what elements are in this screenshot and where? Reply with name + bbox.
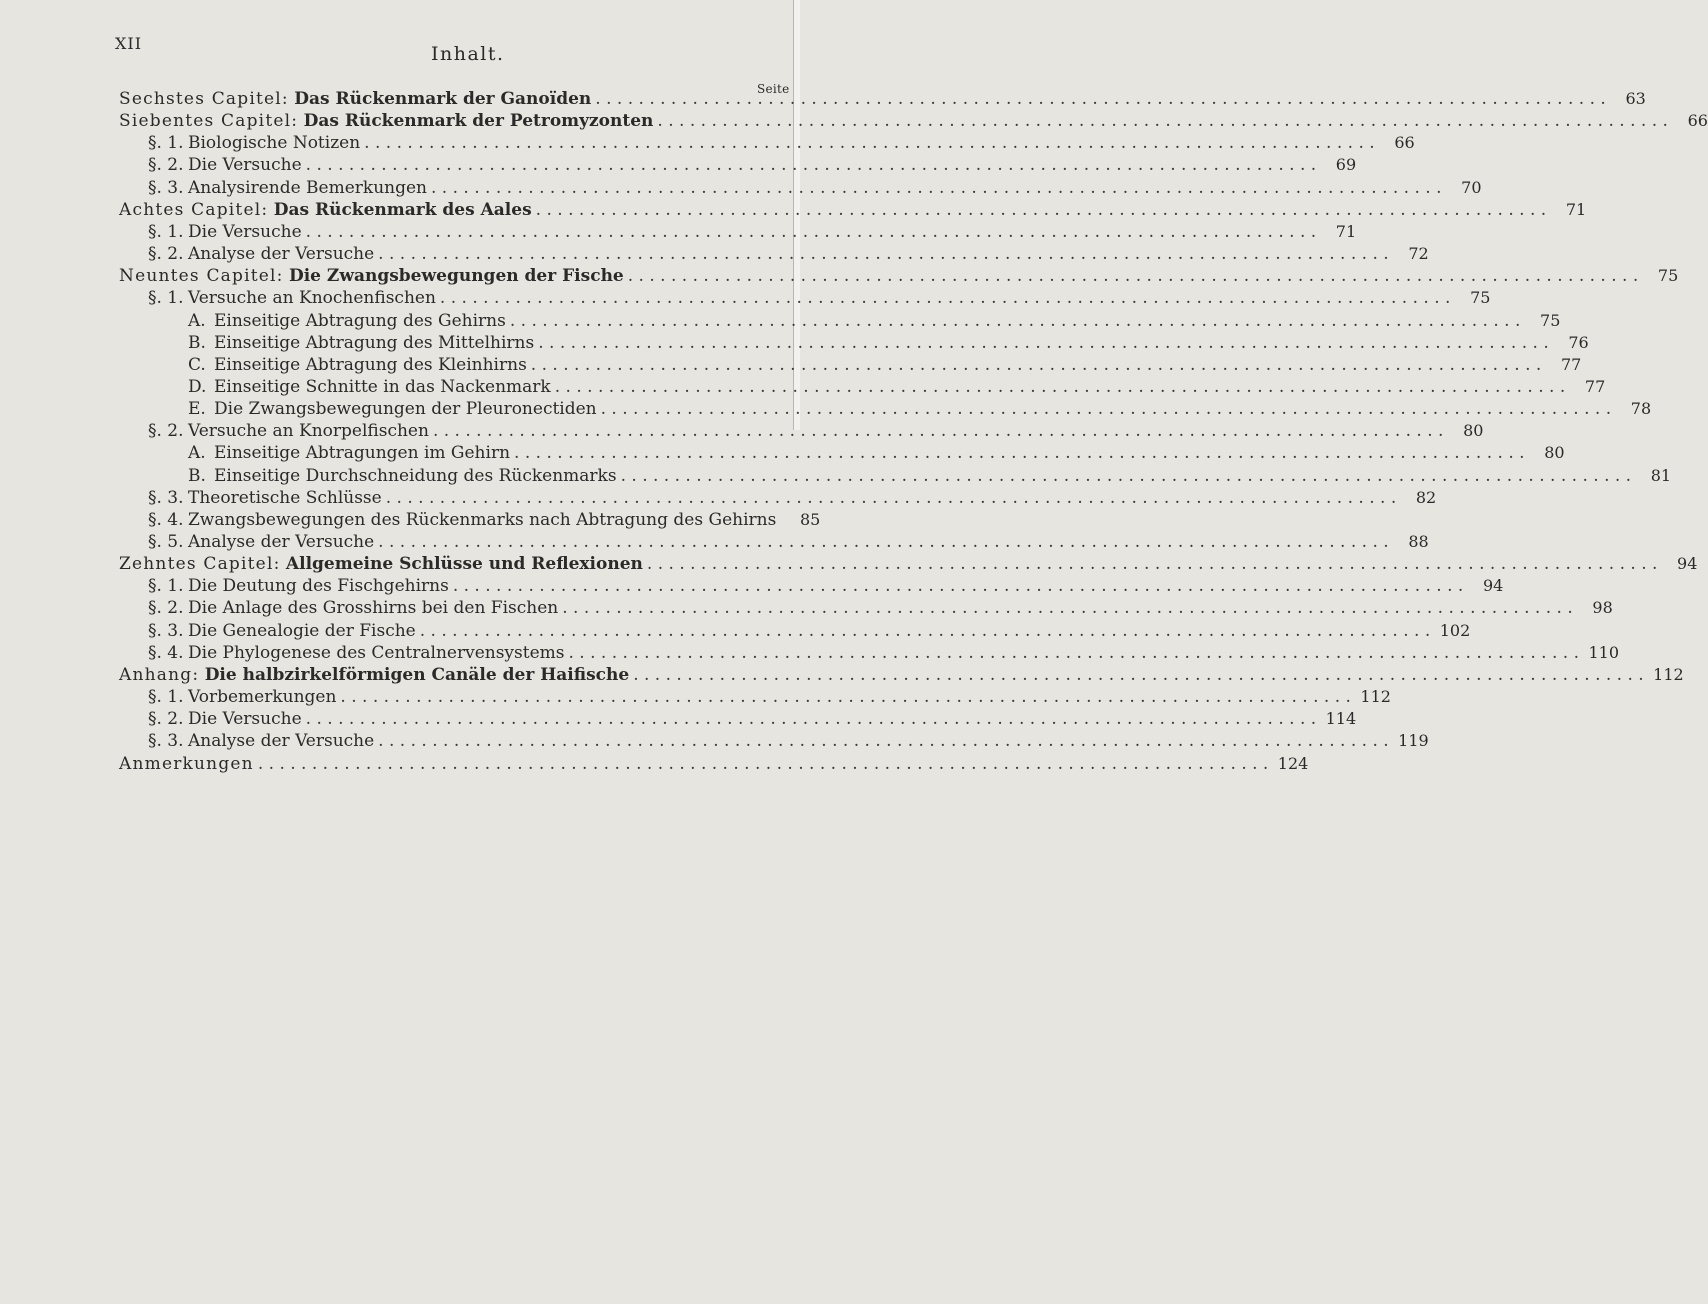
toc-entry-subsection xyxy=(188,355,1582,377)
subsection-title: Einseitige Abtragung des Gehirns xyxy=(214,311,506,331)
seite-column-label: Seite xyxy=(757,82,790,96)
page-reference: 82 xyxy=(1415,488,1437,507)
section-marker: §. 3. xyxy=(148,178,184,198)
page-reference: 75 xyxy=(1470,288,1491,307)
page-reference: 66 xyxy=(1687,111,1708,130)
chapter-title: Das Rückenmark des Aales xyxy=(273,200,532,220)
page-reference: 69 xyxy=(1335,155,1357,174)
dot-leader xyxy=(378,532,1389,552)
toc-entry-subsection xyxy=(188,333,1589,355)
dot-leader xyxy=(378,731,1389,751)
section-title: Analysirende Bemerkungen xyxy=(188,178,427,198)
toc-entry-section xyxy=(148,510,821,532)
dot-leader xyxy=(306,222,1317,242)
dot-leader xyxy=(306,155,1317,175)
chapter-title: Das Rückenmark der Ganoïden xyxy=(294,89,592,109)
page-reference: 78 xyxy=(1630,399,1652,418)
section-marker: §. 2. xyxy=(148,421,184,441)
chapter-ordinal: Sechstes Capitel: xyxy=(119,89,289,109)
page-reference: 77 xyxy=(1584,377,1606,396)
page-reference: 75 xyxy=(1540,311,1561,330)
section-marker: §. 4. xyxy=(148,643,184,663)
dot-leader xyxy=(621,466,1632,486)
page-reference: 77 xyxy=(1560,355,1582,374)
dot-leader xyxy=(258,754,1269,774)
page-reference: 66 xyxy=(1394,133,1415,152)
subsection-marker: B. xyxy=(188,466,206,486)
subsection-marker: A. xyxy=(188,311,206,331)
section-title: Die Versuche xyxy=(188,709,302,729)
dot-leader xyxy=(440,288,1451,308)
page-reference: 80 xyxy=(1463,421,1484,440)
page-reference: 98 xyxy=(1592,598,1613,617)
toc-entry-subsection xyxy=(188,377,1606,399)
page-reference: 76 xyxy=(1568,333,1589,352)
toc-entry-subsection xyxy=(188,311,1561,333)
subsection-marker: B. xyxy=(188,333,206,353)
section-marker: §. 2. xyxy=(148,244,184,264)
toc-entry-section xyxy=(148,598,1613,620)
toc-entry-subsection xyxy=(188,466,1672,488)
section-title: Vorbemerkungen xyxy=(188,687,337,707)
dot-leader xyxy=(657,111,1668,131)
page-reference: 114 xyxy=(1325,709,1357,728)
section-marker: §. 1. xyxy=(148,133,184,153)
dot-leader xyxy=(633,665,1644,685)
section-title: Die Anlage des Grosshirns bei den Fischen xyxy=(188,598,559,618)
page-number: XII xyxy=(115,34,143,53)
page-reference: 94 xyxy=(1677,554,1698,573)
subsection-title: Die Zwangsbewegungen der Pleuronectiden xyxy=(214,399,597,419)
chapter-ordinal: Siebentes Capitel: xyxy=(119,111,299,131)
toc-entry-section xyxy=(148,709,1357,731)
subsection-title: Einseitige Abtragung des Kleinhirns xyxy=(214,355,527,375)
section-title: Die Phylogenese des Centralnervensystems xyxy=(188,643,565,663)
dot-leader xyxy=(306,709,1317,729)
page-reference: 88 xyxy=(1408,532,1429,551)
section-marker: §. 3. xyxy=(148,731,184,751)
toc-entry-section xyxy=(148,488,1437,510)
dot-leader xyxy=(514,443,1525,463)
chapter-heading xyxy=(119,554,643,574)
page-reference: 63 xyxy=(1625,89,1646,108)
chapter-heading xyxy=(119,754,254,774)
chapter-heading xyxy=(119,89,591,109)
dot-leader xyxy=(562,598,1573,618)
toc-entry-section xyxy=(148,244,1429,266)
section-marker: §. 2. xyxy=(148,709,184,729)
toc-entry-section xyxy=(148,731,1429,753)
page-reference: 75 xyxy=(1657,266,1679,285)
section-title: Zwangsbewegungen des Rückenmarks nach Abtragung des Gehirns xyxy=(188,510,777,530)
section-title: Analyse der Versuche xyxy=(188,244,375,264)
dot-leader xyxy=(378,244,1389,264)
page-reference: 102 xyxy=(1439,621,1471,640)
chapter-heading xyxy=(119,200,532,220)
section-marker: §. 4. xyxy=(148,510,184,530)
subsection-marker: C. xyxy=(188,355,206,375)
chapter-title: Das Rückenmark der Petromyzonten xyxy=(303,111,654,131)
chapter-ordinal: Achtes Capitel: xyxy=(119,200,269,220)
subsection-marker: A. xyxy=(188,443,206,463)
section-title: Die Versuche xyxy=(188,155,302,175)
section-title: Biologische Notizen xyxy=(188,133,361,153)
chapter-ordinal: Neuntes Capitel: xyxy=(119,266,284,286)
toc-entry-chapter xyxy=(119,111,1708,133)
toc-entry-section xyxy=(148,155,1357,177)
section-marker: §. 1. xyxy=(148,687,184,707)
page-reference: 71 xyxy=(1565,200,1587,219)
chapter-title: Die Zwangsbewegungen der Fische xyxy=(288,266,624,286)
dot-leader xyxy=(420,621,1431,641)
toc-entry-section xyxy=(148,288,1491,310)
chapter-ordinal: Anhang: xyxy=(119,665,200,685)
subsection-title: Einseitige Schnitte in das Nackenmark xyxy=(214,377,551,397)
toc-entry-chapter xyxy=(119,754,1309,776)
section-marker: §. 1. xyxy=(148,222,184,242)
page-reference: 110 xyxy=(1588,643,1620,662)
page-reference: 80 xyxy=(1544,443,1565,462)
dot-leader xyxy=(364,133,1375,153)
dot-leader xyxy=(555,377,1566,397)
toc-entry-section xyxy=(148,643,1620,665)
dot-leader xyxy=(433,421,1444,441)
dot-leader xyxy=(647,554,1658,574)
dot-leader xyxy=(386,488,1397,508)
chapter-heading xyxy=(119,111,653,131)
toc-entry-chapter xyxy=(119,554,1698,576)
dot-leader xyxy=(531,355,1542,375)
toc-entry-section xyxy=(148,621,1471,643)
chapter-ordinal: Zehntes Capitel: xyxy=(119,554,281,574)
toc-entry-section xyxy=(148,133,1415,155)
toc-entry-section xyxy=(148,421,1484,443)
page-reference: 72 xyxy=(1408,244,1429,263)
section-title: Die Versuche xyxy=(188,222,302,242)
section-title: Analyse der Versuche xyxy=(188,731,375,751)
section-marker: §. 3. xyxy=(148,488,184,508)
running-head: Inhalt. xyxy=(431,43,505,65)
section-marker: §. 1. xyxy=(148,576,184,596)
chapter-title: Allgemeine Schlüsse und Reflexionen xyxy=(285,554,643,574)
chapter-heading xyxy=(119,266,624,286)
toc-entry-section xyxy=(148,576,1504,598)
dot-leader xyxy=(431,178,1442,198)
toc-entry-chapter xyxy=(119,665,1684,687)
dot-leader xyxy=(569,643,1580,663)
chapter-heading xyxy=(119,665,629,685)
dot-leader xyxy=(538,333,1549,353)
section-marker: §. 2. xyxy=(148,598,184,618)
page-reference: 124 xyxy=(1277,754,1309,773)
section-title: Theoretische Schlüsse xyxy=(188,488,382,508)
dot-leader xyxy=(453,576,1464,596)
page-reference: 94 xyxy=(1482,576,1504,595)
page-reference: 71 xyxy=(1335,222,1357,241)
section-title: Analyse der Versuche xyxy=(188,532,375,552)
section-title: Versuche an Knorpelfischen xyxy=(188,421,429,441)
section-title: Versuche an Knochenfischen xyxy=(188,288,436,308)
toc-entry-section xyxy=(148,687,1391,709)
section-marker: §. 2. xyxy=(148,155,184,175)
chapter-ordinal: Anmerkungen xyxy=(119,754,254,774)
toc-entry-section xyxy=(148,532,1429,554)
section-marker: §. 1. xyxy=(148,288,184,308)
page-reference: 112 xyxy=(1653,665,1684,684)
toc-entry-chapter xyxy=(119,266,1679,288)
dot-leader xyxy=(536,200,1547,220)
page-reference: 112 xyxy=(1360,687,1391,706)
chapter-title: Die halbzirkelförmigen Canäle der Haifische xyxy=(204,665,630,685)
toc-entry-chapter xyxy=(119,200,1587,222)
dot-leader xyxy=(628,266,1639,286)
page-reference: 81 xyxy=(1650,466,1672,485)
subsection-title: Einseitige Durchschneidung des Rückenmarks xyxy=(214,466,617,486)
section-title: Die Genealogie der Fische xyxy=(188,621,416,641)
toc-entry-section xyxy=(148,222,1357,244)
subsection-title: Einseitige Abtragung des Mittelhirns xyxy=(214,333,535,353)
subsection-marker: D. xyxy=(188,377,207,397)
section-title: Die Deutung des Fischgehirns xyxy=(188,576,449,596)
page-reference: 85 xyxy=(799,510,821,529)
toc-entry-subsection xyxy=(188,399,1652,421)
toc-entry-subsection xyxy=(188,443,1565,465)
page-reference: 119 xyxy=(1398,731,1429,750)
subsection-title: Einseitige Abtragungen im Gehirn xyxy=(214,443,511,463)
toc-entry-section xyxy=(148,178,1482,200)
dot-leader xyxy=(340,687,1351,707)
dot-leader xyxy=(601,399,1612,419)
section-marker: §. 3. xyxy=(148,621,184,641)
section-marker: §. 5. xyxy=(148,532,184,552)
page-reference: 70 xyxy=(1461,178,1482,197)
subsection-marker: E. xyxy=(188,399,206,419)
dot-leader xyxy=(510,311,1521,331)
dot-leader xyxy=(595,89,1606,109)
